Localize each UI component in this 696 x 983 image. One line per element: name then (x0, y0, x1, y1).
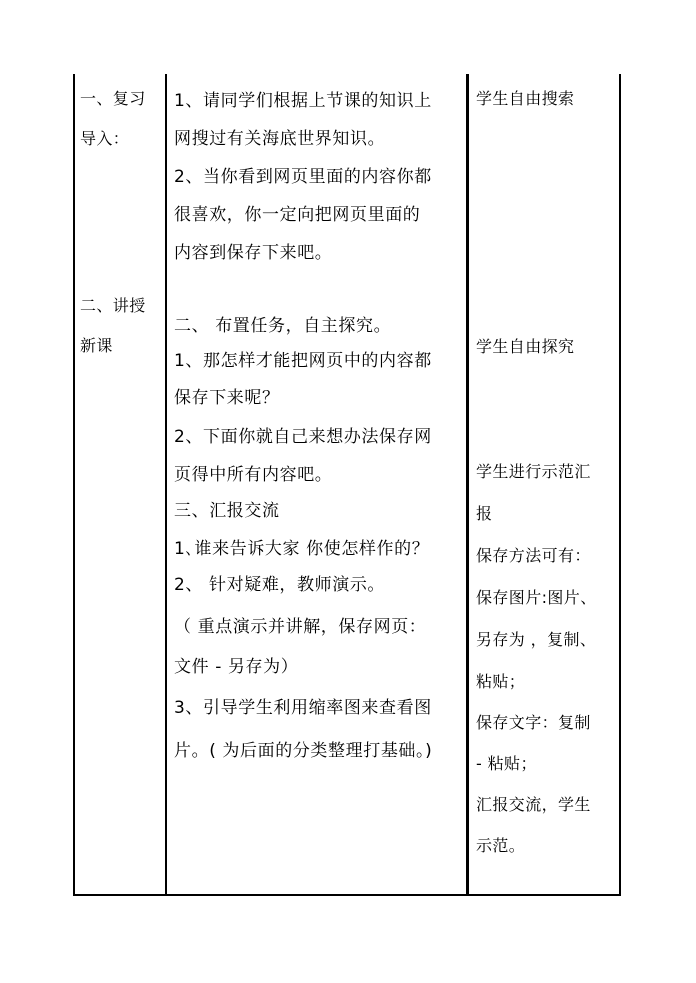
activity-line: 三、汇报交流 (174, 501, 280, 521)
activity-line: 2、下面你就自己来想办法保存网 (174, 427, 432, 447)
student-line: 学生进行示范汇 (476, 462, 591, 481)
activity-line: 网搜过有关海底世界知识。 (174, 129, 386, 149)
student-line: 汇报交流，学生 (476, 795, 591, 814)
activity-line: 内容到保存下来吧。 (174, 243, 333, 263)
stage-review-line-2: 导入： (80, 129, 130, 148)
activity-line: 1、那怎样才能把网页中的内容都 (174, 351, 432, 371)
activity-line: 页得中所有内容吧。 (174, 465, 333, 485)
activity-line: 1、请同学们根据上节课的知识上 (174, 91, 432, 111)
student-line: 学生自由搜索 (476, 89, 575, 108)
student-line: 示范。 (476, 836, 526, 855)
stage-review-line-1: 一、复习 (80, 89, 146, 108)
student-line: 学生自由探究 (476, 337, 575, 356)
student-line: 保存文字：复制 (476, 713, 591, 732)
activity-line: 很喜欢，你一定向把网页里面的 (174, 205, 421, 225)
student-line: 保存图片:图片、 (476, 588, 597, 607)
activity-line: 文件 - 另存为） (174, 657, 299, 677)
student-line: 粘贴； (476, 672, 526, 691)
student-line: 另存为 ，复制、 (476, 630, 597, 649)
activity-line: 保存下来呢？ (174, 388, 280, 408)
activity-line: 3、引导学生利用缩率图来查看图 (174, 698, 432, 718)
student-line: 保存方法可有： (476, 546, 591, 565)
activity-line: （ 重点演示并讲解，保存网页： (174, 617, 427, 637)
lesson-table (73, 74, 621, 896)
student-line: - 粘贴； (476, 754, 537, 773)
activity-line: 2、当你看到网页里面的内容你都 (174, 167, 432, 187)
activity-line: 二、 布置任务，自主探究。 (174, 316, 392, 336)
activity-line: 片。( 为后面的分类整理打基础。) (174, 741, 433, 761)
column-divider-2 (466, 74, 469, 894)
column-divider-1 (165, 74, 167, 894)
activity-line: 2、 针对疑难，教师演示。 (174, 575, 386, 595)
stage-lecture-line-1: 二、讲授 (80, 296, 146, 315)
student-line: 报 (476, 504, 493, 523)
activity-line: 1､谁来告诉大家 你使怎样作的？ (174, 539, 430, 559)
stage-lecture-line-2: 新课 (80, 336, 113, 355)
